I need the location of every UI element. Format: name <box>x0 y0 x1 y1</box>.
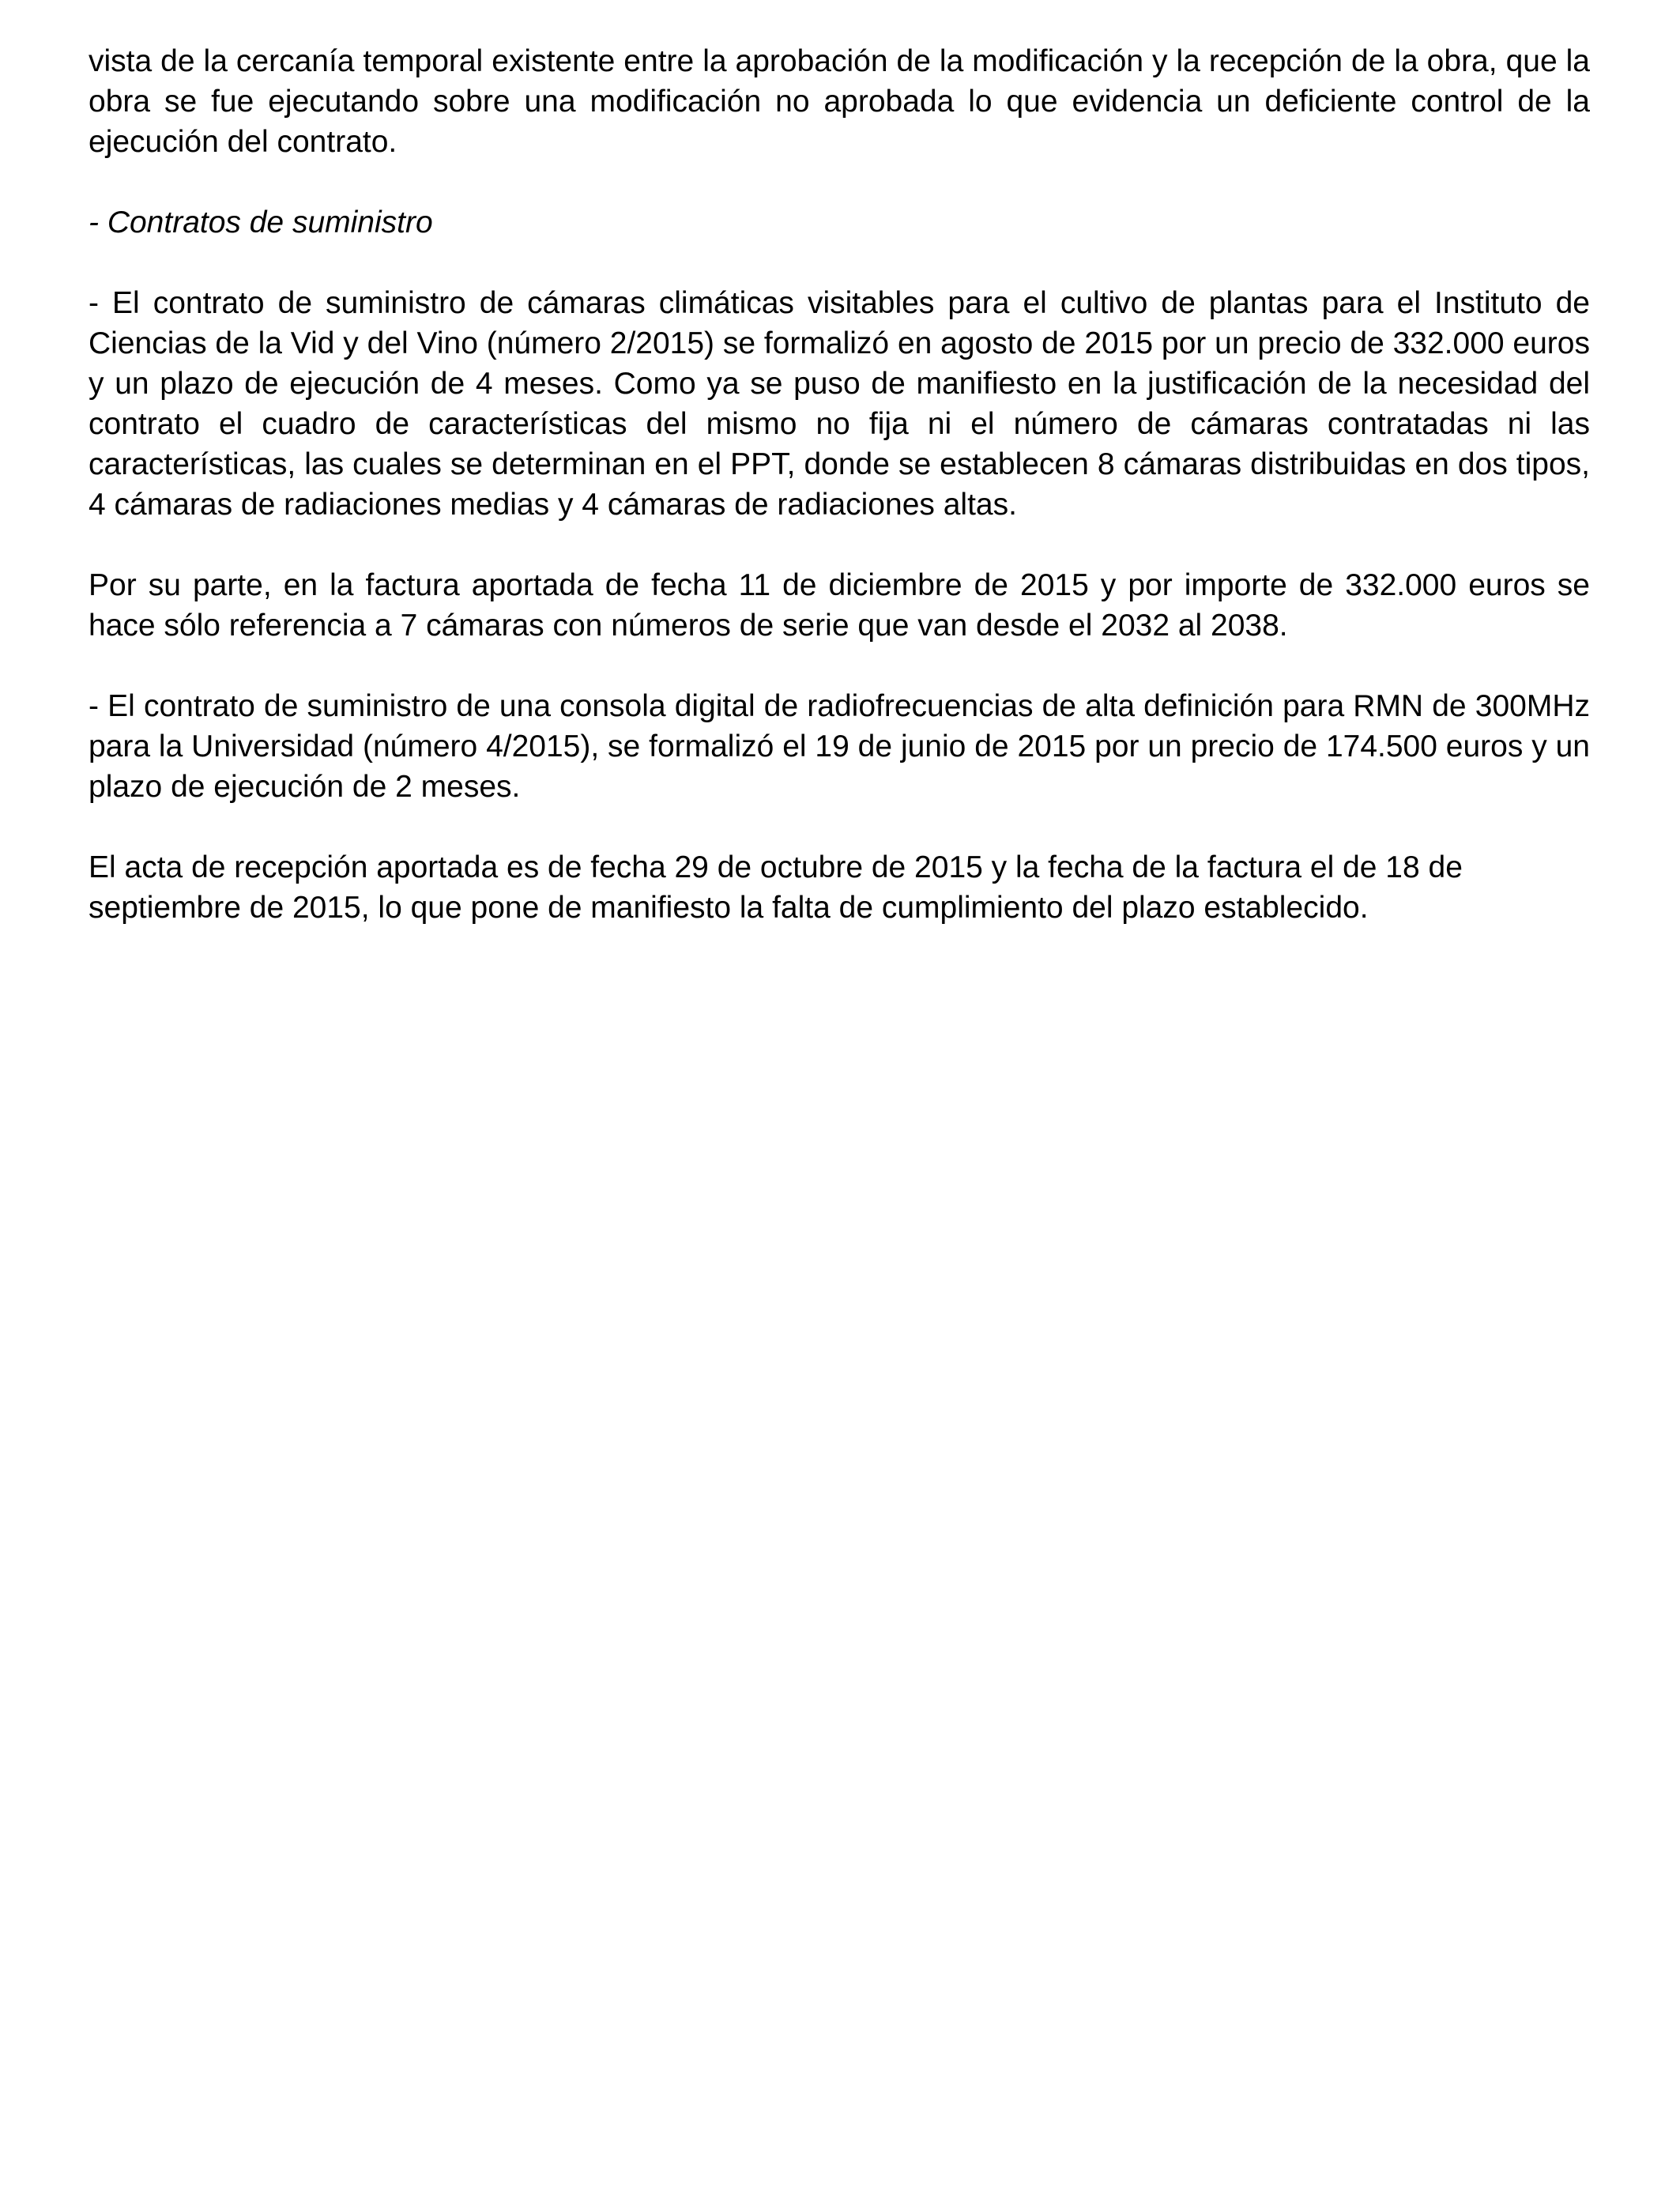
paragraph-acta-recepcion: El acta de recepción aportada es de fecha 29 de octubre de 2015 y la fecha de la factura el de 18 de septiembre de 2015, lo que pone de manifiesto la falta de cumplimiento del plazo establecido. <box>89 850 1463 925</box>
document-page <box>89 41 1590 968</box>
paragraph-obra-conclusion: vista de la cercanía temporal existente entre la aprobación de la modificación y la recepción de la obra, que la obra se fue ejecutando sobre una modificación no aprobada lo que evidencia un deficiente control de la ejecución del contrato. <box>89 44 1590 159</box>
paragraph-contrato-camaras: - El contrato de suministro de cámaras climáticas visitables para el cultivo de plantas para el Instituto de Ciencias de la Vid y del Vino (número 2/2015) se formalizó en agosto de 2015 por un precio de 332.000 euros y un plazo de ejecución de 4 meses. Como ya se puso de manifiesto en la justificación de la necesidad del contrato el cuadro de características del mismo no fija ni el número de cámaras contratadas ni las características, las cuales se determinan en el PPT, donde se establecen 8 cámaras distribuidas en dos tipos, 4 cámaras de radiaciones medias y 4 cámaras de radiaciones altas. <box>89 286 1590 522</box>
section-heading-contratos-suministro: - Contratos de suministro <box>89 205 433 239</box>
paragraph-factura-camaras: Por su parte, en la factura aportada de fecha 11 de diciembre de 2015 y por importe de 332.000 euros se hace sólo referencia a 7 cámaras con números de serie que van desde el 2032 al 2038. <box>89 568 1590 643</box>
paragraph-contrato-consola: - El contrato de suministro de una consola digital de radiofrecuencias de alta definición para RMN de 300MHz para la Universidad (número 4/2015), se formalizó el 19 de junio de 2015 por un precio de 174.500 euros y un plazo de ejecución de 2 meses. <box>89 689 1590 804</box>
